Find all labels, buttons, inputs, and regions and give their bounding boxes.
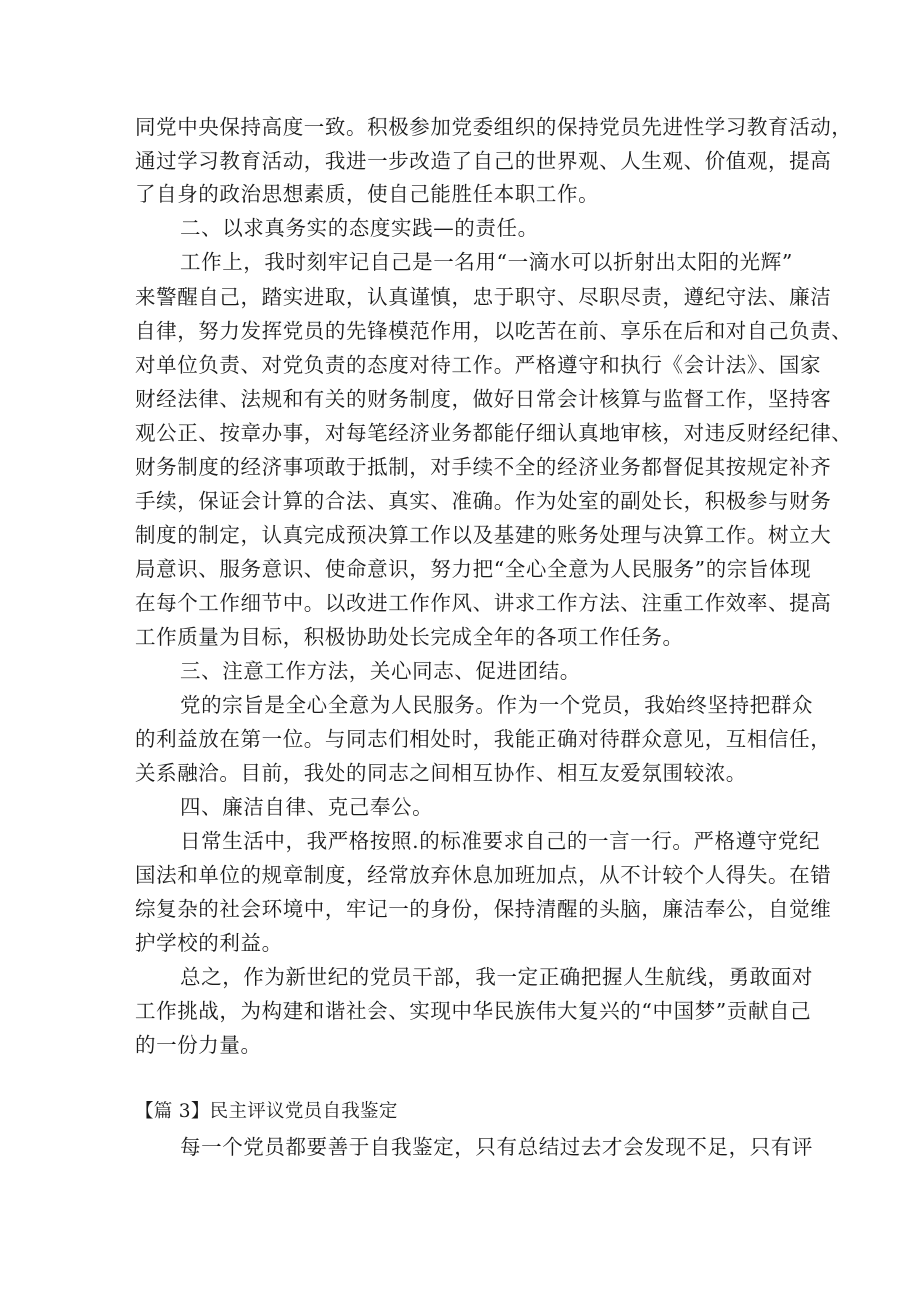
paragraph-line: 日常生活中，我严格按照.的标准要求自己的一言一行。严格遵守党纪 — [180, 829, 821, 853]
heading-line: 四、廉洁自律、克己奉公。 — [180, 795, 434, 819]
heading-line: 二、以求真务实的态度实践—的责任。 — [180, 216, 539, 240]
paragraph-line: 制度的制定，认真完成预决算工作以及基建的账务处理与决算工作。树立大 — [135, 523, 832, 547]
paragraph-line: 关系融洽。目前，我处的同志之间相互协作、相互友爱氛围较浓。 — [135, 761, 747, 785]
heading-line: 三、注意工作方法，关心同志、促进团结。 — [180, 659, 581, 683]
paragraph-line: 在每个工作细节中。以改进工作作风、讲求工作方法、注重工作效率、提高 — [135, 591, 832, 615]
paragraph-line: 了自身的政治思想素质，使自己能胜任本职工作。 — [135, 182, 600, 206]
paragraph-line: 工作质量为目标，积极协助处长完成全年的各项工作任务。 — [135, 625, 684, 649]
paragraph-line: 总之，作为新世纪的党员干部，我一定正确把握人生航线，勇敢面对 — [180, 965, 813, 989]
paragraph-line: 护学校的利益。 — [135, 931, 283, 955]
paragraph-line: 财经法律、法规和有关的财务制度，做好日常会计核算与监督工作，坚持客 — [135, 387, 832, 411]
paragraph-line: 自律，努力发挥党员的先锋模范作用，以吃苦在前、享乐在后和对自己负责、 — [135, 319, 853, 343]
paragraph-line: 的利益放在第一位。与同志们相处时，我能正确对待群众意见，互相信任， — [135, 727, 832, 751]
paragraph-line: 工作上，我时刻牢记自己是一名用“一滴水可以折射出太阳的光辉” — [180, 250, 793, 274]
paragraph-line: 工作挑战，为构建和谐社会、实现中华民族伟大复兴的“中国梦”贡献自己 — [135, 999, 812, 1023]
paragraph-line: 的一份力量。 — [135, 1033, 262, 1057]
paragraph-line: 党的宗旨是全心全意为人民服务。作为一个党员，我始终坚持把群众 — [180, 693, 813, 717]
paragraph-line: 来警醒自己，踏实进取，认真谨慎，忠于职守、尽职尽责，遵纪守法、廉洁 — [135, 285, 832, 309]
paragraph-line: 对单位负责、对党负责的态度对待工作。严格遵守和执行《会计法》、国家 — [135, 353, 822, 377]
paragraph-line: 手续，保证会计算的合法、真实、准确。作为处室的副处长，积极参与财务 — [135, 489, 832, 513]
paragraph-line: 通过学习教育活动，我进一步改造了自己的世界观、人生观、价值观，提高 — [135, 149, 832, 173]
section-title: 【篇 3】民主评议党员自我鉴定 — [135, 1101, 398, 1122]
paragraph-line: 同党中央保持高度一致。积极参加党委组织的保持党员先进性学习教育活动， — [135, 115, 853, 139]
paragraph-line: 国法和单位的规章制度，经常放弃休息加班加点，从不计较个人得失。在错 — [135, 863, 832, 887]
paragraph-line: 局意识、服务意识、使命意识，努力把“全心全意为人民服务”的宗旨体现 — [135, 557, 812, 581]
paragraph-line: 观公正、按章办事，对每笔经济业务都能仔细认真地审核，对违反财经纪律、 — [135, 421, 853, 445]
paragraph-line: 每一个党员都要善于自我鉴定，只有总结过去才会发现不足，只有评 — [180, 1135, 813, 1159]
paragraph-line: 综复杂的社会环境中，牢记一的身份，保持清醒的头脑，廉洁奉公，自觉维 — [135, 897, 832, 921]
paragraph-line: 财务制度的经济事项敢于抵制，对手续不全的经济业务都督促其按规定补齐 — [135, 455, 832, 479]
